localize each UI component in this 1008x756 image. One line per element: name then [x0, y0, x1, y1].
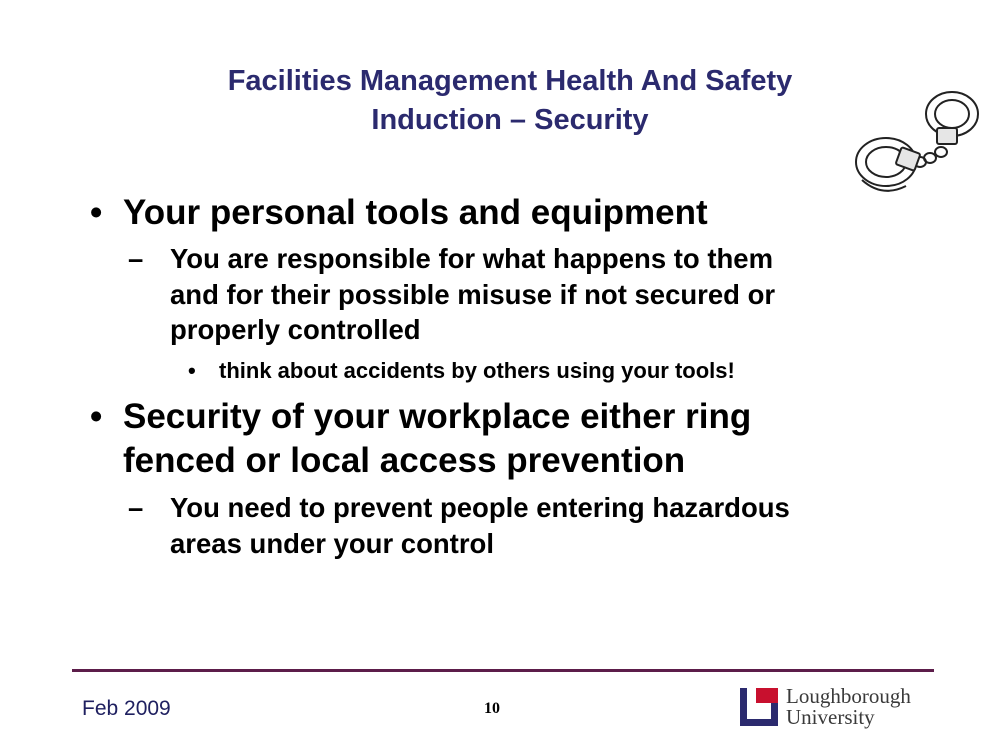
bullet-marker: •: [90, 193, 103, 232]
logo-wordmark: [786, 686, 911, 728]
sub-bullet-1-line-3: properly controlled: [170, 314, 421, 345]
bullet-marker: •: [90, 397, 103, 436]
bullet-1-text: Your personal tools and equipment: [123, 193, 708, 232]
dash-marker: –: [128, 492, 144, 523]
sub-bullet-2-line-1: You need to prevent people entering hazardous: [170, 492, 790, 523]
slide-title-line-2: Induction – Security: [371, 104, 649, 136]
university-crest-icon: [740, 688, 778, 726]
dash-marker: –: [128, 243, 144, 274]
bullet-2-line-2: fenced or local access prevention: [123, 441, 686, 480]
sub-bullet-1-line-2: and for their possible misuse if not secured or: [170, 279, 776, 310]
footer-divider: [72, 669, 934, 672]
footer-date: Feb 2009: [82, 697, 171, 720]
logo-line-2: University: [786, 705, 875, 729]
logo-line-1: Loughborough: [786, 684, 911, 708]
slide-title-line-1: Facilities Management Health And Safety: [227, 65, 793, 97]
bullet-marker: •: [188, 358, 196, 383]
sub-sub-bullet-1-text: think about accidents by others using your tools!: [219, 358, 735, 383]
handcuffs-icon: [846, 88, 996, 196]
slide-title: [150, 62, 870, 140]
sub-bullet-2-line-2: areas under your control: [170, 528, 494, 559]
page-number: 10: [484, 700, 500, 717]
university-logo: [740, 686, 940, 730]
sub-bullet-1-line-1: You are responsible for what happens to them: [170, 243, 774, 274]
bullet-2-line-1: Security of your workplace either ring: [123, 397, 752, 436]
